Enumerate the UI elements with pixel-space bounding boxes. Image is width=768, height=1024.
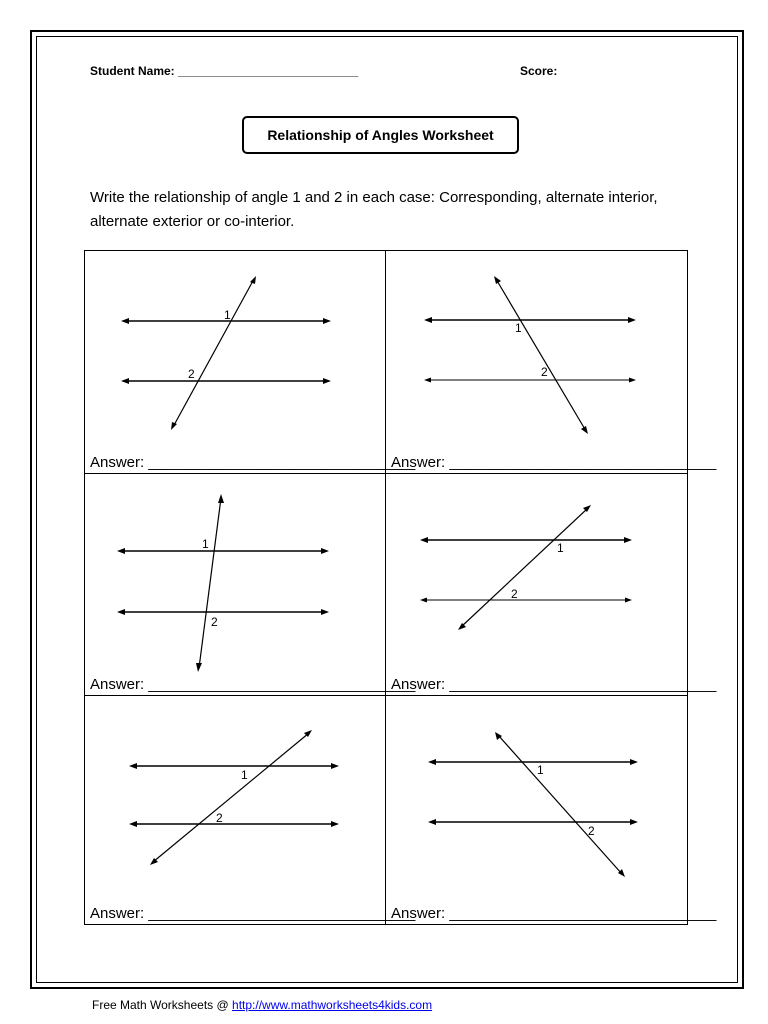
angle-2-label: 2 [216, 811, 223, 825]
answer-field-5[interactable]: Answer: ________________________________ [90, 905, 416, 922]
angle-2-label: 2 [511, 587, 518, 601]
problem-cell-6 [386, 696, 717, 924]
instructions: Write the relationship of angle 1 and 2 in each case: Corresponding, alternate interior, alternate exterior or co-interior. [90, 189, 658, 230]
answer-field-1[interactable]: Answer: ________________________________ [90, 454, 416, 471]
angle-1-label: 1 [241, 768, 248, 782]
angle-1-label: 1 [224, 308, 231, 322]
answer-field-4[interactable]: Answer: ________________________________ [391, 676, 717, 693]
footer-prefix: Free Math Worksheets @ [92, 998, 233, 1012]
problem-grid [84, 250, 717, 925]
angle-figure-3 [85, 474, 386, 696]
angle-1-label: 1 [202, 537, 209, 551]
answer-field-6[interactable]: Answer: ________________________________ [391, 905, 717, 922]
angle-figure-1 [85, 251, 386, 473]
problem-cell-1 [85, 251, 416, 474]
student-name-field[interactable]: Student Name: ___________________________ [90, 64, 359, 78]
title-text: Relationship of Angles Worksheet [267, 127, 494, 143]
angle-2-label: 2 [541, 365, 548, 379]
angle-figure-2 [386, 251, 687, 473]
angle-1-label: 1 [515, 321, 522, 335]
angle-figure-4 [386, 474, 687, 696]
worksheet-title [242, 116, 519, 154]
angle-figure-6 [386, 696, 687, 918]
answer-field-2[interactable]: Answer: ________________________________ [391, 454, 717, 471]
angle-2-label: 2 [188, 367, 195, 381]
problem-cell-3 [85, 474, 416, 696]
angle-figure-5 [85, 696, 386, 918]
footer-link[interactable]: http://www.mathworksheets4kids.com [232, 998, 433, 1012]
angle-2-label: 2 [211, 615, 218, 629]
problem-cell-5 [85, 696, 416, 924]
answer-field-3[interactable]: Answer: ________________________________ [90, 676, 416, 693]
angle-1-label: 1 [557, 541, 564, 555]
angle-1-label: 1 [537, 763, 544, 777]
score-label: Score: [520, 64, 558, 78]
angle-2-label: 2 [588, 824, 595, 838]
problem-cell-4 [386, 474, 717, 696]
footer [92, 998, 432, 1012]
problem-cell-2 [386, 251, 717, 474]
